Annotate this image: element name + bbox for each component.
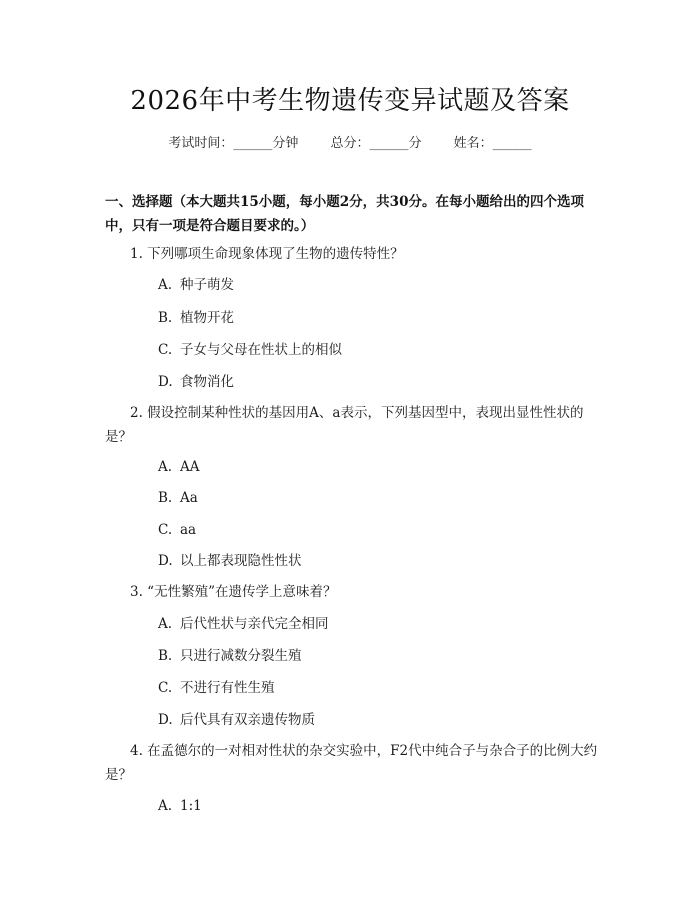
- q3-option-c: [158, 676, 275, 700]
- q1-option-c: [158, 338, 342, 362]
- option-letter: A.: [158, 277, 173, 293]
- option-letter: D.: [158, 712, 173, 728]
- option-text: 不进行有性生殖: [180, 680, 275, 696]
- total-score-field: 总分：______分: [330, 136, 422, 151]
- option-text: aa: [180, 522, 197, 538]
- question-4: 4. 在孟德尔的一对相对性状的杂交实验中，F2代中纯合子与杂合子的比例大约是？: [105, 743, 598, 783]
- q4-option-a: [158, 794, 202, 818]
- option-text: 植物开花: [180, 310, 234, 326]
- option-text: 后代性状与亲代完全相同: [180, 616, 329, 632]
- q2-option-d: [158, 549, 302, 573]
- q1-option-b: [158, 306, 234, 330]
- exam-meta: [0, 132, 700, 151]
- option-letter: B.: [158, 310, 173, 326]
- option-text: 种子萌发: [180, 277, 234, 293]
- option-letter: C.: [158, 680, 173, 696]
- q1-option-d: [158, 370, 234, 394]
- option-letter: D.: [158, 374, 173, 390]
- exam-time-field: 考试时间：______分钟: [168, 136, 299, 151]
- option-letter: A.: [158, 459, 173, 475]
- option-text: Aa: [180, 490, 198, 506]
- option-text: AA: [180, 459, 200, 475]
- option-text: 1:1: [180, 798, 202, 814]
- student-name-field: 姓名：______: [453, 136, 532, 151]
- option-text: 后代具有双亲遗传物质: [180, 712, 315, 728]
- option-text: 食物消化: [180, 374, 234, 390]
- q1-option-a: [158, 273, 234, 297]
- section-heading: 一、选择题（本大题共15小题，每小题2分，共30分。在每小题给出的四个选项中，只有一项是符合题目要求的。）: [105, 194, 584, 234]
- option-text: 以上都表现隐性性状: [180, 553, 302, 569]
- option-letter: B.: [158, 490, 173, 506]
- q2-option-c: [158, 518, 196, 542]
- option-letter: D.: [158, 553, 173, 569]
- q3-option-a: [158, 612, 329, 636]
- q3-option-d: [158, 708, 315, 732]
- option-letter: C.: [158, 522, 173, 538]
- question-2: 2. 假设控制某种性状的基因用A、a表示，下列基因型中，表现出显性性状的是？: [105, 405, 584, 445]
- option-letter: A.: [158, 798, 173, 814]
- option-text: 子女与父母在性状上的相似: [180, 342, 342, 358]
- q2-option-a: [158, 455, 200, 479]
- option-letter: B.: [158, 648, 173, 664]
- question-3: 3. “无性繁殖”在遗传学上意味着？: [130, 584, 337, 600]
- option-text: 只进行减数分裂生殖: [180, 648, 302, 664]
- page-title: 2026年中考生物遗传变异试题及答案: [130, 86, 570, 116]
- q2-option-b: [158, 486, 198, 510]
- q3-option-b: [158, 644, 302, 668]
- option-letter: C.: [158, 342, 173, 358]
- option-letter: A.: [158, 616, 173, 632]
- question-1: 1. 下列哪项生命现象体现了生物的遗传特性？: [130, 246, 404, 262]
